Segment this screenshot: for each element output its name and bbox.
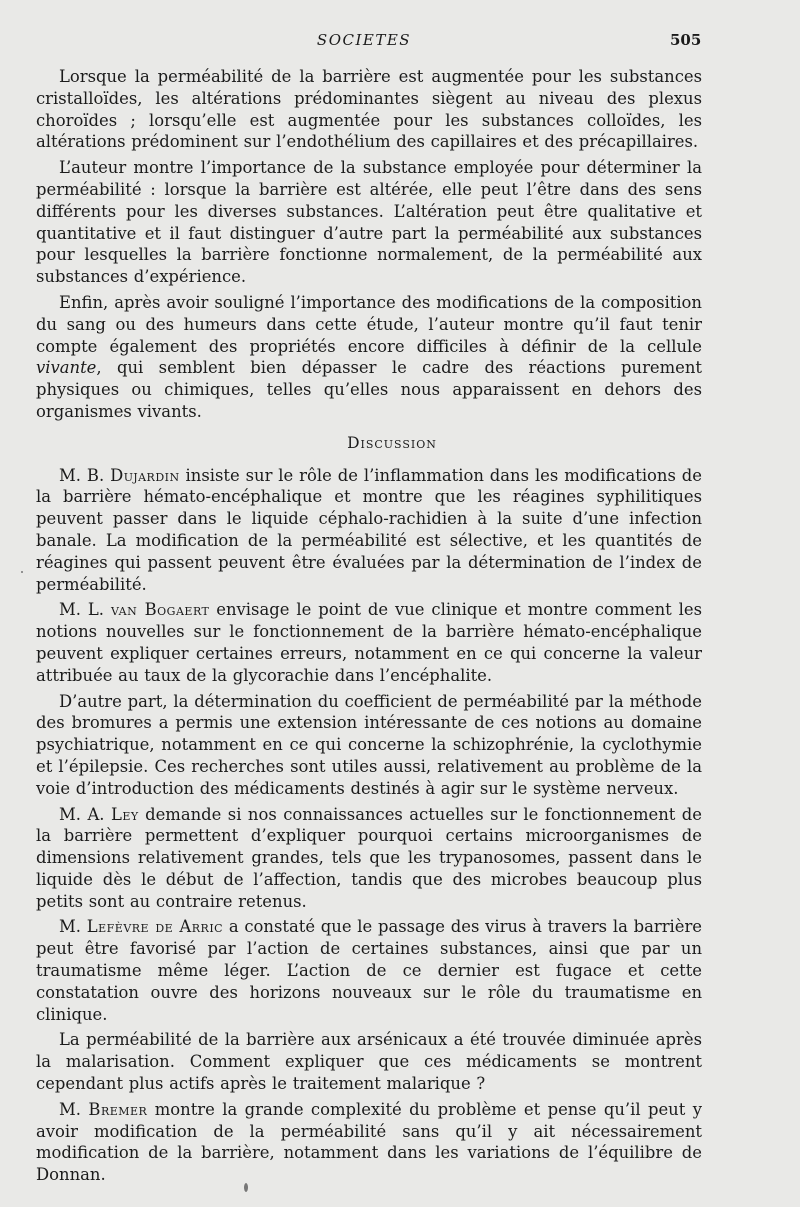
speaker-name: van Bogaert	[110, 600, 210, 620]
speaker-name: Dujardin	[110, 465, 180, 485]
paragraph-autre-part: D’autre part, la détermination du coefficient de perméabilité par la méthode des bromures a permis une extension intéressante de ces notions au domaine psychiatrique, notamment en ce qui concerne la schizophrénie, la cyclothymie et l’épilepsie. Ces recherches sont utiles aussi, relativement au problème de la voie d’introduction des médicaments destinés à agir sur le système nerveux.	[36, 691, 702, 798]
speaker-prefix: M.	[59, 917, 87, 937]
speaker-prefix: M. L.	[59, 600, 111, 620]
body-text	[36, 66, 702, 1190]
intervention-text: montre la grande complexité du problème et pense qu’il peut y avoir modification de la perméabilité sans qu’il y ait nécessairement modification de la barrière, notamment dans les variations de l’équilibre de Donnan.	[36, 1099, 702, 1185]
speaker-prefix: M.	[59, 1099, 89, 1119]
running-title: SOCIETES	[316, 31, 412, 49]
paragraph-permeabilite-cristalloides: Lorsque la perméabilité de la barrière est augmentée pour les substances cristalloïdes, les altérations prédominantes siègent au niveau des plexus choroïdes ; lorsqu’elle est augmentée pour les substances colloïdes, les altérations prédominent sur l’endothélium des capillaires et des précapillaires.	[36, 67, 702, 152]
intervention-text: envisage le point de vue clinique et montre comment les notions nouvelles sur le fonctionnement de la barrière hémato-encéphalique peuvent expliquer certaines erreurs, notamment en ce qui concerne la valeur attribuée au taux de la glycorachie dans l’encéphalite.	[36, 600, 702, 685]
intervention-text: insiste sur le rôle de l’inflammation dans les modifications de la barrière hémato-encéphalique et montre que les réagines syphilitiques peuvent passer dans le liquide céphalo-rachidien à la suite d’une infection banale. La modification de la perméabilité est sélective, et les quantités de réagines qui passent peuvent être évaluées par la détermination de l’index de perméabilité.	[36, 465, 702, 594]
italic-term: vivante	[36, 358, 97, 378]
paragraph-importance-substance: L’auteur montre l’importance de la substance employée pour déterminer la perméabilité : lorsque la barrière est altérée, elle peut l’être dans des sens différents pour les diverses substances. L’altération peut être qualitative et quantitative et il faut distinguer d’autre part la perméabilité aux substances pour lesquelles la barrière fonctionne normalement, de la perméabilité aux substances d’expérience.	[36, 158, 702, 287]
text-run: , qui semblent bien dépasser le cadre des réactions purement physiques ou chimiques, telles qu’elles nous apparaissent en dehors des organismes vivants.	[36, 358, 702, 421]
discussion-heading: Discussion	[347, 433, 437, 452]
ink-speck	[244, 1183, 248, 1192]
paragraph-arsenicaux: La perméabilité de la barrière aux arsénicaux a été trouvée diminuée après la malarisation. Comment expliquer que ces médicaments se montrent cependant plus actifs après le traitement malarique ?	[36, 1030, 702, 1094]
intervention-text: a constaté que le passage des virus à travers la barrière peut être favorisé par l’action de certaines substances, ainsi que par un traumatisme même léger. L’action de ce dernier est fugace et cette constatation ouvre des horizons nouveaux sur le rôle du traumatisme en clinique.	[36, 917, 703, 1024]
speaker-prefix: M. B.	[59, 465, 111, 485]
page-number: 505	[670, 31, 702, 49]
speaker-name: Ley	[110, 804, 139, 824]
intervention-bremer	[36, 1099, 702, 1186]
intervention-text: demande si nos connaissances actuelles sur le fonctionnement de la barrière permettent d’expliquer pourquoi certains microorganismes de dimensions relativement grandes, tels que les trypanosomes, passent dans le liquide dès le début de l’affection, tandis que des microbes beaucoup plus petits sont au contraire retenus.	[36, 804, 702, 911]
speaker-name: Lefèvre de Arric	[86, 917, 224, 937]
text-run: Enfin, après avoir souligné l’importance des modifications de la composition du sang ou des humeurs dans cette étude, l’auteur montre qu’il faut tenir compte également des propriétés encore difficiles à définir de la cellule	[36, 292, 702, 356]
intervention-ley	[36, 804, 702, 913]
intervention-lefevre-de-arric	[36, 916, 702, 1025]
speaker-name: Bremer	[88, 1099, 148, 1119]
intervention-van-bogaert	[36, 599, 702, 686]
speaker-prefix: M. A.	[59, 804, 111, 824]
intervention-dujardin	[36, 465, 702, 596]
ink-speck	[21, 571, 23, 573]
paragraph-enfin	[36, 292, 702, 423]
